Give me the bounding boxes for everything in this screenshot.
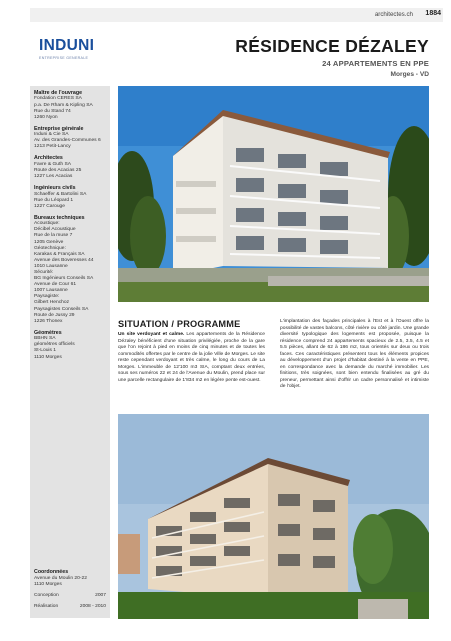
credit-line: géomètres officiels: [34, 342, 75, 348]
credit-line: 1010 Lausanne: [34, 263, 68, 269]
credit-line: Schaeffer & Bartolini SA: [34, 191, 87, 197]
credit-line: Av. des Grandes-Communes 6: [34, 138, 101, 144]
conception-row: [34, 593, 106, 599]
credit-line: St-Louis 1: [34, 348, 57, 354]
body-text: Les appartements de la Résidence Dézaley bénéficient d'une situation privilégiée, proche de la gare que l'on rejoint à pied en moins de cinq minutes et de toutes les commodités offertes par le centre de la jolie Ville de Morges. Le site reste cependant verdoyant et très calme, le long du cours de La Morges. L'immeuble de 12'100 m3 SIA, comptant deux entrées, sous ses numéros 22 et 24 de l'Avenue du Moulin, prend place sur une parcelle rectangulaire de 1'834 m2 en légère pente est-ouest.: [118, 332, 265, 383]
location: Morges - VD: [390, 71, 429, 78]
credit-section: [34, 330, 106, 361]
credit-line: Route de Jussy 29: [34, 312, 75, 318]
credit-section: [34, 185, 106, 210]
credit-heading: Architectes: [34, 155, 63, 162]
page-number: 1884: [425, 10, 441, 17]
credit-line: BG Ingénieurs Conseils SA: [34, 276, 94, 282]
credit-line: 1227 Les Acacias: [34, 174, 73, 180]
building-photo-bottom: [118, 414, 429, 619]
building-photo-bottom-image: [118, 414, 429, 619]
credit-line: Rue de la muse 7: [34, 233, 73, 239]
credit-line: BBHN SA: [34, 336, 56, 342]
company-logo: [39, 37, 95, 60]
credit-heading: Maître de l'ouvrage: [34, 90, 83, 96]
credit-line: 1007 Lausanne: [34, 288, 68, 294]
credit-line: Paysagiste:: [34, 294, 60, 300]
page-subtitle: 24 APPARTEMENTS EN PPE: [322, 59, 429, 68]
credit-line: p.a. De Rham & Kipling SA: [34, 102, 93, 108]
credit-line: Décibel Acoustique: [34, 227, 76, 233]
header-bar: [30, 8, 443, 22]
credit-section: [34, 155, 106, 180]
credit-line: Avenue de Cour 61: [34, 282, 77, 288]
logo-wordmark: INDUNI: [39, 37, 95, 54]
credit-line: 1205 Genève: [34, 239, 64, 245]
page-title: RÉSIDENCE DÉZALEY: [235, 36, 429, 56]
credit-heading: Ingénieurs civils: [34, 185, 76, 192]
credit-section: [34, 215, 106, 325]
lead-sentence: Un site verdoyant et calme.: [118, 332, 185, 337]
credit-line: 1260 Nyon: [34, 114, 58, 120]
credit-line: Sécurité:: [34, 270, 54, 275]
coordinates-line: 1110 Morges: [34, 581, 62, 587]
conception-label: Conception: [34, 592, 59, 598]
credit-line: 1110 Morges: [34, 354, 62, 360]
section-title: SITUATION / PROGRAMME: [118, 319, 241, 329]
credit-line: Fondation CERES SA: [34, 96, 82, 102]
coordinates-line: Avenue du Moulin 20-22: [34, 575, 87, 581]
realisation-value: 2008 - 2010: [79, 603, 106, 609]
credit-heading: Entreprise générale: [34, 125, 84, 132]
text-column-right: L'implantation des façades principales à l'Est et à l'Ouest offre la possibilité de vastes balcons, côté rivière ou côté jardin. Une grande diversité typologique des logements est proposée, puisque la résidence comprend 24 appartements spacieux de 2.5, 3.5, 4.5 et 5.5 pièces, allant de 62 à 186 m2, tous orientés sur deux ou trois faces. Ces caractéristiques présentent tous les éléments propices au développement d'un projet d'habitat destiné à la vente en PPE, en correspondance avec la demande du marché immobilier. Les finitions, très soignées, sont bien entendu finalisées au gré du preneur, permettant ainsi d'offrir un cadre personnalisé et intimiste de l'objet.: [280, 319, 429, 389]
credit-line: Rue du Léopard 1: [34, 197, 74, 203]
text-column-left: [118, 332, 265, 384]
credit-line: Induni & Cie SA: [34, 132, 69, 138]
coordinates-heading: Coordonnées: [34, 569, 69, 576]
credit-line: Gilbert Henchoz: [34, 300, 70, 306]
project-facts: [34, 569, 106, 610]
credit-line: Paysagistes Conseils SA: [34, 306, 89, 312]
credit-line: 1213 Petit-Lancy: [34, 144, 71, 150]
credit-line: Acoustique:: [34, 221, 60, 227]
site-url[interactable]: architectes.ch: [374, 11, 413, 18]
credit-line: Géotechnique:: [34, 245, 66, 251]
credit-line: Rue du Stand 74: [34, 108, 71, 114]
building-photo-top: [118, 86, 429, 302]
credit-heading: Bureaux techniques: [34, 214, 85, 221]
credits-sidebar: [30, 86, 110, 618]
credits-list: [34, 90, 106, 361]
credit-section: [34, 90, 106, 121]
credit-line: Route des Acacias 25: [34, 167, 82, 173]
building-photo-top-image: [118, 86, 429, 302]
credit-line: Karakas & Français SA: [34, 251, 85, 257]
realisation-label: Réalisation: [34, 603, 59, 609]
credit-line: 1226 Thonex: [34, 318, 63, 324]
conception-value: 2007: [95, 592, 106, 598]
logo-tagline: ENTREPRISE GENERALE: [39, 56, 89, 60]
credit-line: 1227 Carouge: [34, 203, 65, 209]
credit-line: Favre & Guth SA: [34, 161, 71, 167]
credit-line: Avenue des Boveresses 44: [34, 257, 94, 263]
title-block: [235, 36, 429, 78]
realisation-row: [34, 604, 106, 610]
credit-section: [34, 126, 106, 151]
credit-heading: Géomètres: [34, 329, 62, 336]
